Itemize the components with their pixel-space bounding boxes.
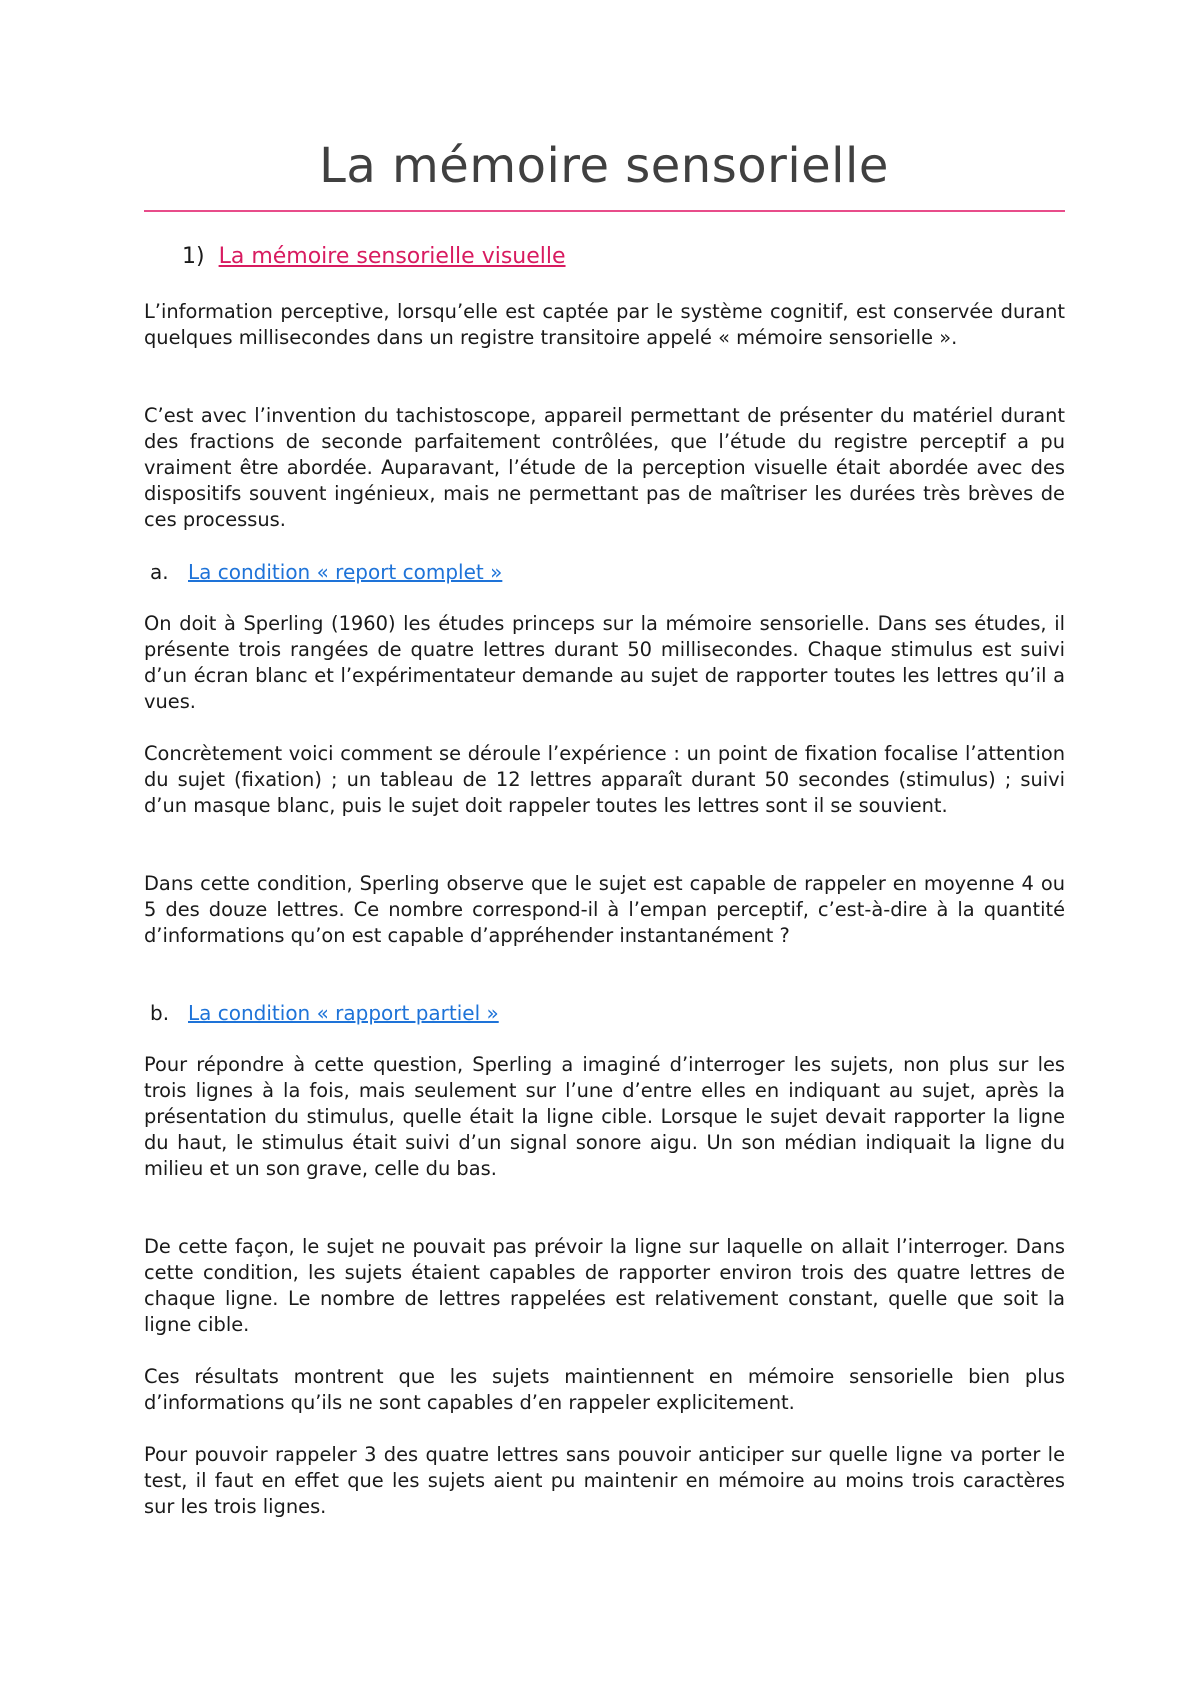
section-number: 1) [182,244,205,269]
paragraph-intro-2: C’est avec l’invention du tachistoscope, appareil permettant de présenter du matériel durant des fractions de seconde parfaitement contrôlées, que l’étude du registre perceptif a pu vraiment être abordée. Auparavant, l’étude de la perception visuelle était abordée avec des dispositifs souvent ingénieux, mais ne permettant pas de maîtriser les durées très brèves de ces processus. [144,404,1065,531]
paragraph-b-2: De cette façon, le sujet ne pouvait pas prévoir la ligne sur laquelle on allait l’interroger. Dans cette condition, les sujets étaient capables de rapporter environ trois des quatre lettres de chaque ligne. Le nombre de lettres rappelées est relativement constant, quelle que soit la ligne cible. [144,1235,1065,1336]
section-link-visual-memory[interactable]: La mémoire sensorielle visuelle [218,244,566,269]
paragraph-a-3: Dans cette condition, Sperling observe que le sujet est capable de rappeler en moyenne 4 ou 5 des douze lettres. Ce nombre correspond-il à l’empan perceptif, c’est-à-dire à la quantité d’informations qu’on est capable d’appréhender instantanément ? [144,872,1065,947]
subsection-letter-b: b. [150,1001,170,1025]
paragraph-a-1: On doit à Sperling (1960) les études princeps sur la mémoire sensorielle. Dans ses études, il présente trois rangées de quatre lettres durant 50 millisecondes. Chaque stimulus est suivi d’un écran blanc et l’expérimentateur demande au sujet de rapporter toutes les lettres qu’il a vues. [144,612,1065,713]
title-underline [144,210,1065,212]
subsection-heading-partial-report [150,1001,499,1025]
section-heading-visual-memory [182,244,566,269]
page-title: La mémoire sensorielle [319,138,889,194]
subsection-link-partial-report[interactable]: La condition « rapport partiel » [188,1001,499,1025]
paragraph-b-3: Ces résultats montrent que les sujets maintiennent en mémoire sensorielle bien plus d’informations qu’ils ne sont capables d’en rappeler explicitement. [144,1365,1065,1414]
paragraph-b-4: Pour pouvoir rappeler 3 des quatre lettres sans pouvoir anticiper sur quelle ligne va porter le test, il faut en effet que les sujets aient pu maintenir en mémoire au moins trois caractères sur les trois lignes. [144,1443,1065,1518]
subsection-link-full-report[interactable]: La condition « report complet » [188,560,503,584]
subsection-letter-a: a. [150,560,169,584]
paragraph-a-2: Concrètement voici comment se déroule l’expérience : un point de fixation focalise l’attention du sujet (fixation) ; un tableau de 12 lettres apparaît durant 50 secondes (stimulus) ; suivi d’un masque blanc, puis le sujet doit rappeler toutes les lettres sont il se souvient. [144,742,1065,817]
subsection-heading-full-report [150,560,502,584]
paragraph-intro-1: L’information perceptive, lorsqu’elle est captée par le système cognitif, est conservée durant quelques millisecondes dans un registre transitoire appelé « mémoire sensorielle ». [144,300,1065,349]
paragraph-b-1: Pour répondre à cette question, Sperling a imaginé d’interroger les sujets, non plus sur les trois lignes à la fois, mais seulement sur l’une d’entre elles en indiquant au sujet, après la présentation du stimulus, quelle était la ligne cible. Lorsque le sujet devait rapporter la ligne du haut, le stimulus était suivi d’un signal sonore aigu. Un son médian indiquait la ligne du milieu et un son grave, celle du bas. [144,1053,1065,1180]
